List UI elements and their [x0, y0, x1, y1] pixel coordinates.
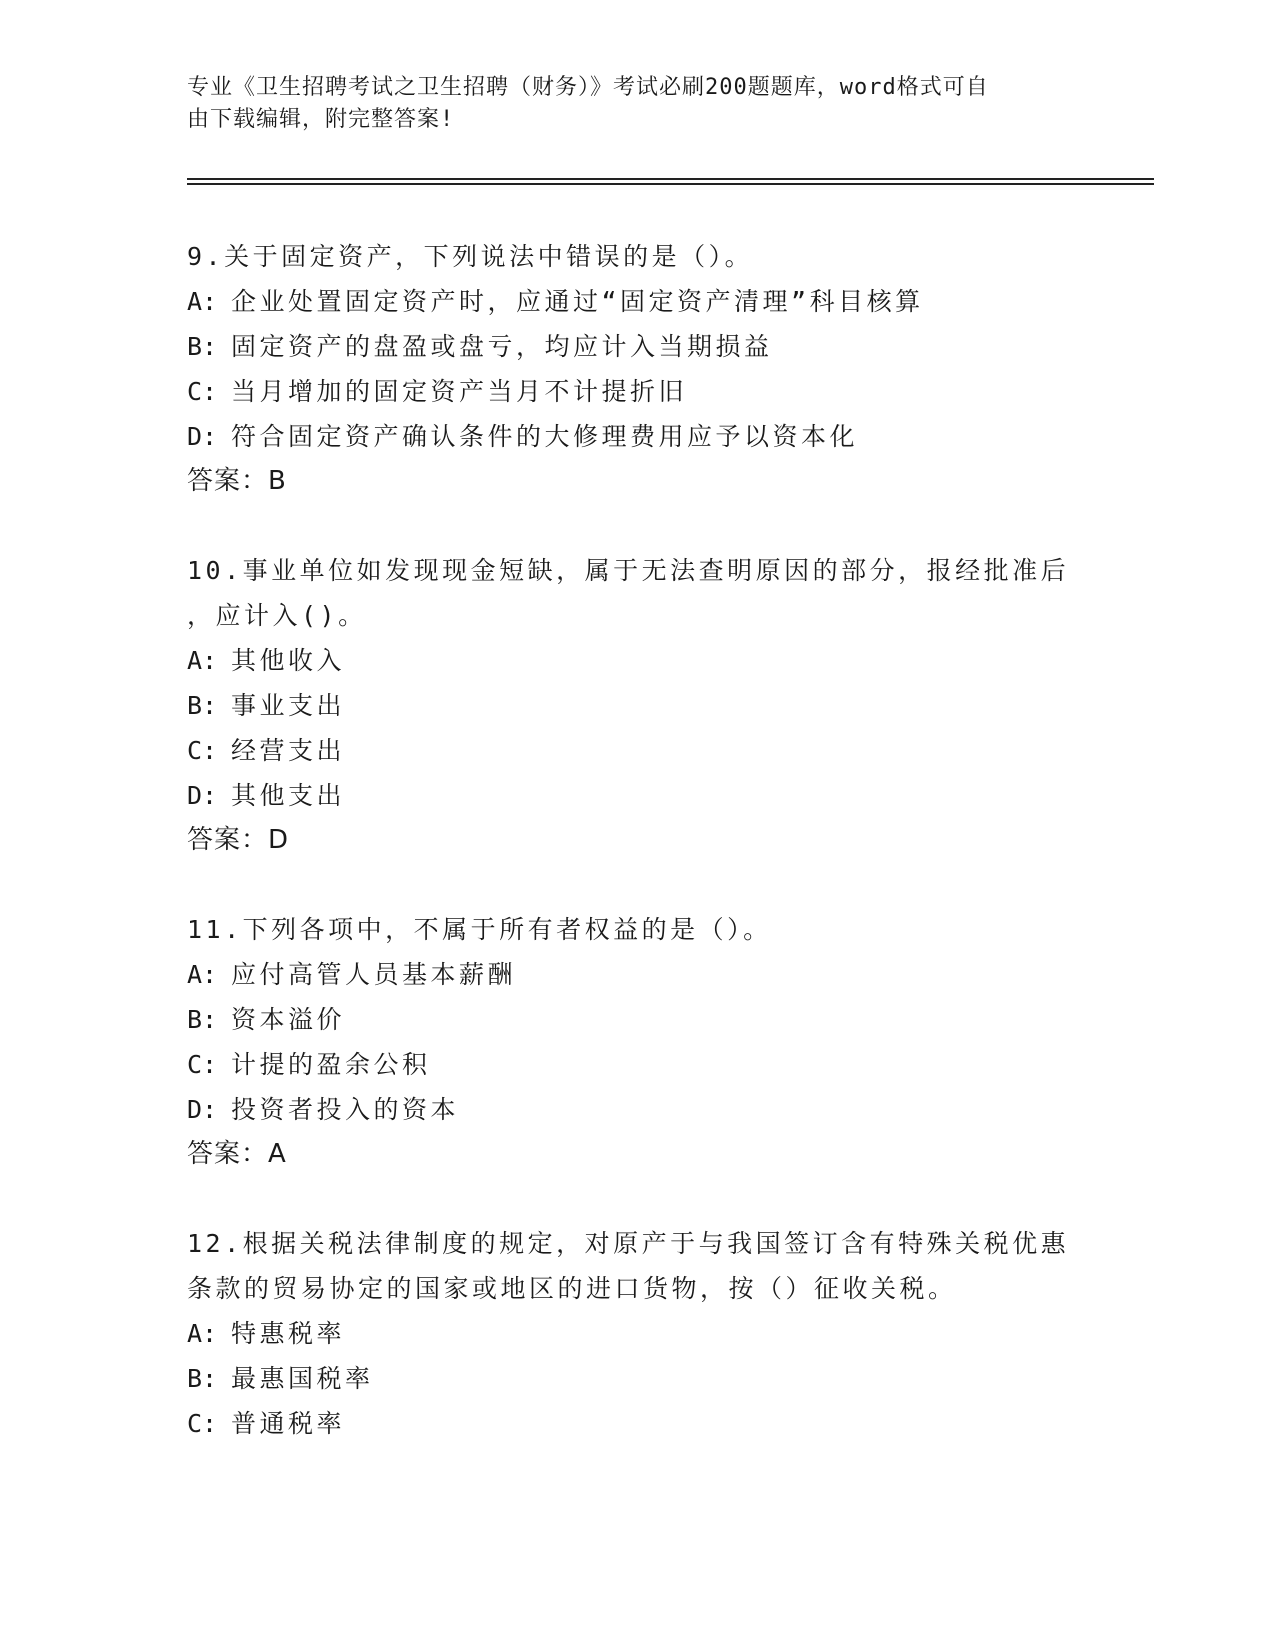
option-key: A:: [187, 646, 218, 675]
option-a: [187, 1311, 1087, 1356]
option-key: C:: [187, 1409, 218, 1438]
option-key: B:: [187, 691, 218, 720]
option-text: 符合固定资产确认条件的大修理费用应予以资本化: [231, 422, 859, 451]
header-line-2: 由下载编辑，附完整答案!: [187, 107, 455, 132]
document-header: [187, 72, 1087, 136]
question-stem: [187, 234, 1087, 279]
question-stem: [187, 907, 1087, 952]
option-c: [187, 369, 1087, 414]
question-stem-line: 10.事业单位如发现现金短缺，属于无法查明原因的部分，报经批准后: [187, 556, 1070, 585]
option-b: [187, 1356, 1087, 1401]
option-b: [187, 683, 1087, 728]
option-key: B:: [187, 332, 218, 361]
option-c: [187, 1042, 1087, 1087]
question-stem: [187, 1221, 1087, 1311]
option-key: B:: [187, 1005, 218, 1034]
option-key: C:: [187, 736, 218, 765]
question-stem-line: 12.根据关税法律制度的规定，对原产于与我国签订含有特殊关税优惠: [187, 1229, 1070, 1258]
header-line-1: 专业《卫生招聘考试之卫生招聘（财务）》考试必刷200题题库，word格式可自: [187, 75, 989, 100]
question-stem-line: 11.下列各项中，不属于所有者权益的是（）。: [187, 915, 772, 944]
option-b: [187, 997, 1087, 1042]
question-9: [187, 234, 1087, 504]
option-text: 企业处置固定资产时，应通过“固定资产清理”科目核算: [231, 287, 924, 316]
question-stem: [187, 548, 1087, 638]
option-d: [187, 1087, 1087, 1132]
option-a: [187, 638, 1087, 683]
option-a: [187, 279, 1087, 324]
option-text: 最惠国税率: [231, 1364, 374, 1393]
option-key: D:: [187, 422, 218, 451]
option-text: 其他支出: [231, 781, 346, 810]
option-c: [187, 1401, 1087, 1446]
option-text: 投资者投入的资本: [231, 1095, 460, 1124]
question-stem-line: 条款的贸易协定的国家或地区的进口货物，按（）征收关税。: [187, 1274, 957, 1303]
option-text: 计提的盈余公积: [231, 1050, 431, 1079]
option-text: 事业支出: [231, 691, 346, 720]
question-list: [187, 234, 1087, 1490]
question-10: [187, 548, 1087, 863]
option-key: C:: [187, 377, 218, 406]
option-a: [187, 952, 1087, 997]
option-text: 特惠税率: [231, 1319, 346, 1348]
answer-line: 答案：D: [187, 825, 290, 855]
option-text: 普通税率: [231, 1409, 346, 1438]
option-key: D:: [187, 1095, 218, 1124]
option-text: 其他收入: [231, 646, 346, 675]
header-divider-top: [187, 178, 1154, 180]
option-text: 经营支出: [231, 736, 346, 765]
option-key: B:: [187, 1364, 218, 1393]
option-key: A:: [187, 1319, 218, 1348]
option-c: [187, 728, 1087, 773]
answer-line: 答案：B: [187, 466, 287, 496]
option-key: A:: [187, 287, 218, 316]
question-stem-line: ，应计入()。: [187, 601, 367, 630]
option-text: 应付高管人员基本薪酬: [231, 960, 517, 989]
option-b: [187, 324, 1087, 369]
option-d: [187, 773, 1087, 818]
option-key: A:: [187, 960, 218, 989]
question-stem-line: 9.关于固定资产，下列说法中错误的是（）。: [187, 242, 754, 271]
option-key: D:: [187, 781, 218, 810]
question-12: [187, 1221, 1087, 1446]
option-text: 固定资产的盘盈或盘亏，均应计入当期损益: [231, 332, 773, 361]
option-text: 当月增加的固定资产当月不计提折旧: [231, 377, 688, 406]
header-divider-bottom: [187, 183, 1154, 185]
option-text: 资本溢价: [231, 1005, 346, 1034]
option-key: C:: [187, 1050, 218, 1079]
answer-line: 答案：A: [187, 1139, 287, 1169]
option-d: [187, 414, 1087, 459]
question-11: [187, 907, 1087, 1177]
